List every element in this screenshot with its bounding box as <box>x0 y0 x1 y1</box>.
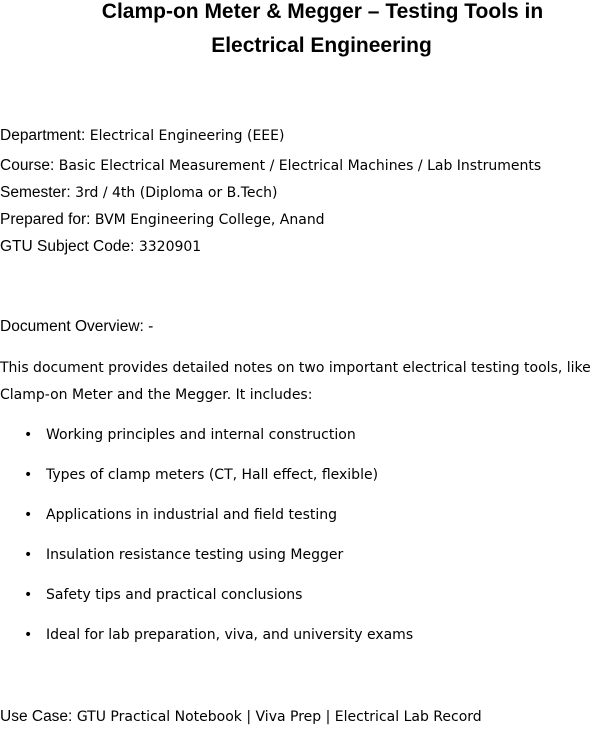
list-item-text: Types of clamp meters (CT, Hall effect, flexible) <box>46 467 379 483</box>
list-item <box>0 462 413 502</box>
document-title-line-1: Clamp-on Meter & Megger – Testing Tools in <box>101 0 544 23</box>
meta-subject-code <box>0 233 201 261</box>
list-item-text: Working principles and internal construction <box>46 427 356 443</box>
bullet-icon: • <box>24 587 33 603</box>
meta-prepared-for <box>0 206 325 234</box>
list-item <box>0 542 413 582</box>
meta-semester-key: Semester: <box>0 184 71 201</box>
meta-prepared-for-key: Prepared for: <box>0 211 91 228</box>
use-case-value: GTU Practical Notebook | Viva Prep | Electrical Lab Record <box>72 709 482 725</box>
meta-course-key: Course: <box>0 157 55 174</box>
use-case-line <box>0 703 482 731</box>
bullet-icon: • <box>24 627 33 643</box>
document-title-line-2: Electrical Engineering <box>211 34 432 57</box>
overview-paragraph: This document provides detailed notes on two important electrical testing tools, like Clamp-on Meter and the Megger. It includes: <box>0 360 591 403</box>
bullet-icon: • <box>24 427 33 443</box>
list-item <box>0 622 413 662</box>
bullet-icon: • <box>24 507 33 523</box>
meta-course-value: Basic Electrical Measurement / Electrical Machines / Lab Instruments <box>54 158 542 174</box>
list-item-text: Safety tips and practical conclusions <box>46 587 303 603</box>
list-item <box>0 582 413 622</box>
meta-semester <box>0 179 278 207</box>
list-item-text: Applications in industrial and field testing <box>46 507 338 523</box>
meta-semester-value: 3rd / 4th (Diploma or B.Tech) <box>70 185 278 201</box>
overview-heading: Document Overview: - <box>0 318 154 335</box>
meta-course <box>0 152 541 180</box>
meta-department-key: Department: <box>0 127 86 144</box>
meta-department-value: Electrical Engineering (EEE) <box>85 128 285 144</box>
list-item <box>0 422 413 462</box>
bullet-icon: • <box>24 547 33 563</box>
list-item-text: Ideal for lab preparation, viva, and university exams <box>46 627 414 643</box>
use-case-key: Use Case: <box>0 708 73 725</box>
feature-list <box>0 422 413 662</box>
bullet-icon: • <box>24 467 33 483</box>
meta-department <box>0 122 284 150</box>
meta-prepared-for-value: BVM Engineering College, Anand <box>90 212 325 228</box>
meta-subject-code-key: GTU Subject Code: <box>0 238 135 255</box>
meta-subject-code-value: 3320901 <box>134 239 202 255</box>
list-item <box>0 502 413 542</box>
list-item-text: Insulation resistance testing using Megger <box>46 547 344 563</box>
